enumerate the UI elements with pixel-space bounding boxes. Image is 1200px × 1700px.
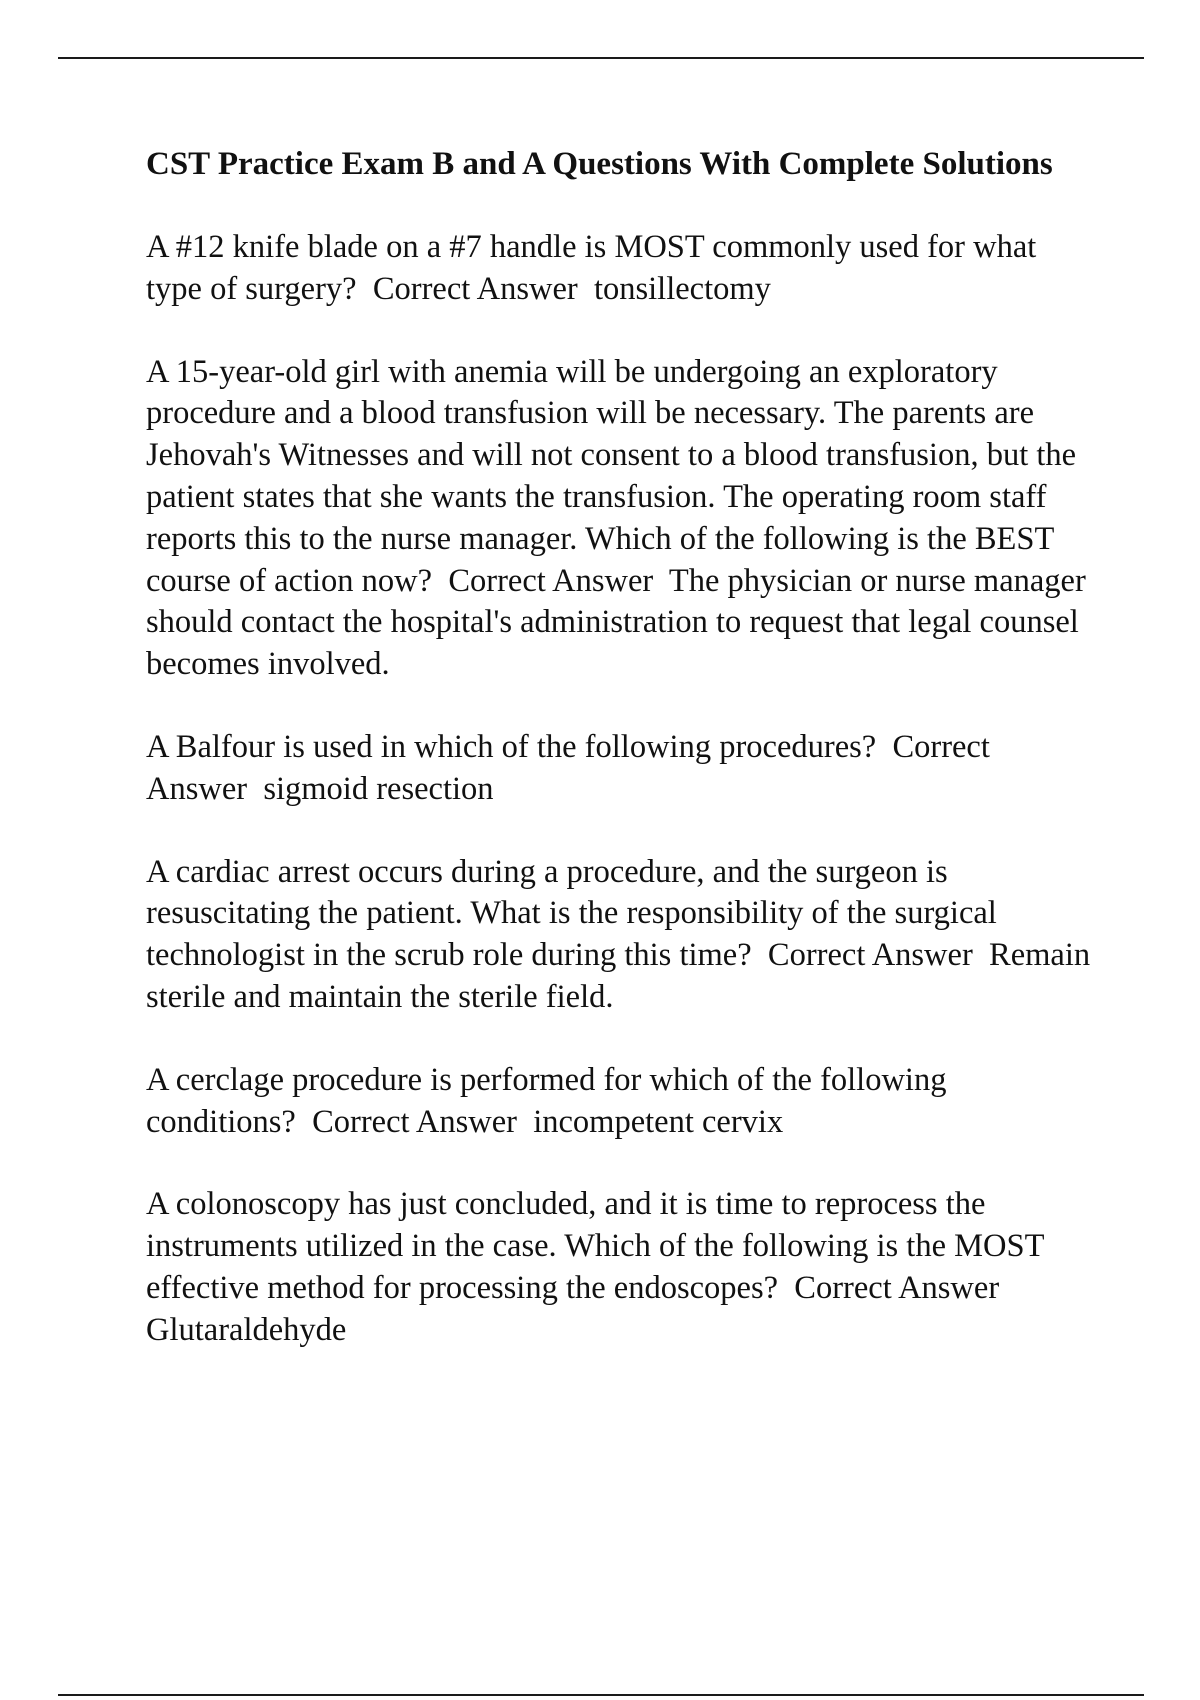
answer-text: Glutaraldehyde	[146, 1311, 347, 1348]
answer-label: Correct Answer	[448, 562, 654, 599]
top-rule	[58, 57, 1144, 59]
question-text: A Balfour is used in which of the following procedures?	[146, 728, 877, 765]
qa-item	[146, 1060, 1096, 1144]
document-title: CST Practice Exam B and A Questions With Complete Solutions	[146, 146, 1053, 182]
document-body	[146, 144, 1099, 1393]
answer-label: Correct Answer	[372, 270, 578, 307]
question-text: A cerclage procedure is performed for which of the following conditions?	[146, 1061, 955, 1140]
answer-text: tonsillectomy	[593, 270, 771, 307]
answer-label: Correct Answer	[312, 1103, 517, 1140]
qa-item	[146, 227, 1096, 311]
qa-item	[146, 727, 1096, 811]
qa-item	[146, 352, 1096, 686]
answer-text: sigmoid resection	[263, 770, 494, 807]
question-text: A cardiac arrest occurs during a procedure, and the surgeon is resuscitating the patient. What is the responsibility of the surgical technologist in the scrub role during this time?	[146, 853, 1005, 974]
qa-item	[146, 852, 1099, 1019]
question-text: A colonoscopy has just concluded, and it is time to reprocess the instruments utilized in the case. Which of the following is the MOST effective method for processing the endoscopes?	[146, 1186, 1052, 1306]
qa-item	[146, 1184, 1096, 1351]
answer-text: The physician or nurse manager should contact the hospital's administration to request that legal counsel becomes involved.	[146, 562, 1094, 683]
question-text: A 15-year-old girl with anemia will be undergoing an exploratory procedure and a blood transfusion will be necessary. The parents are Jehovah's Witnesses and will not consent to a blood transfusion, but the patient states that she wants the transfusion. The operating room staff reports this to the nurse manager. Which of the following is the BEST course of action now?	[146, 353, 1085, 599]
answer-text: Remain sterile and maintain the sterile field.	[146, 937, 1099, 1015]
answer-label: Correct Answer	[146, 728, 997, 807]
answer-label: Correct Answer	[794, 1269, 1000, 1306]
bottom-rule	[58, 1694, 1144, 1696]
answer-text: incompetent cervix	[533, 1103, 784, 1140]
answer-label: Correct Answer	[767, 937, 973, 974]
question-text: A #12 knife blade on a #7 handle is MOST commonly used for what type of surgery?	[146, 229, 1045, 307]
